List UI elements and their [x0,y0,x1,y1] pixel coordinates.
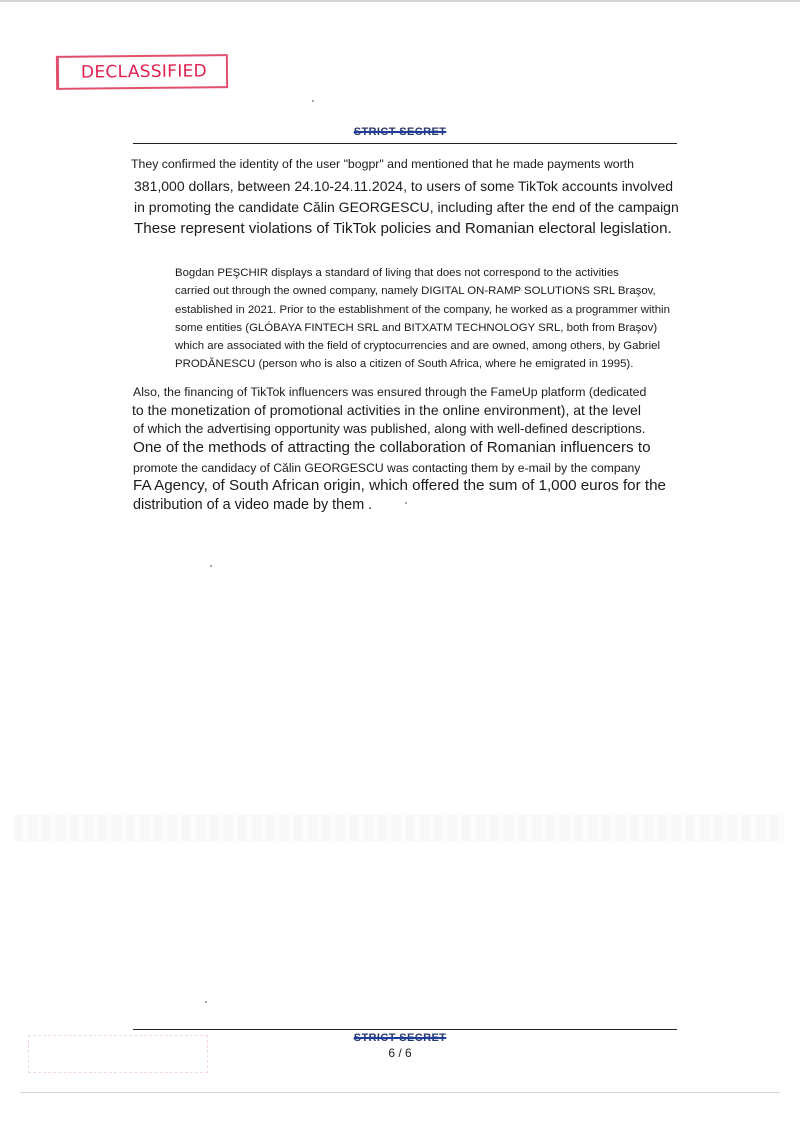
paragraph3-line: Also, the financing of TikTok influencers was ensured through the FameUp platform (dedicated [133,385,647,399]
paragraph1-line: 381,000 dollars, between 24.10-24.11.2024, to users of some TikTok accounts involved [134,178,674,194]
scan-speck [405,502,407,504]
bleed-through-band [14,815,784,841]
page-top-edge [0,0,800,2]
paragraph3-line: FA Agency, of South African origin, which offered the sum of 1,000 euros for the [133,477,667,494]
scan-speck [210,565,212,567]
paragraph1-line: They confirmed the identity of the user "bogpr" and mentioned that he made payments worth [131,157,634,171]
faded-stamp-outline [28,1035,208,1073]
paragraph3-line: of which the advertising opportunity was published, along with well-defined descriptions. [133,421,646,436]
paragraph3-line: promote the candidacy of Călin GEORGESCU was contacting them by e-mail by the company [133,461,641,475]
quote-line: PRODĂNESCU (person who is also a citizen of South Africa, where he emigrated in 1995). [175,358,634,370]
footer-rule [133,1029,677,1030]
quote-line: Bogdan PEŞCHIR displays a standard of living that does not correspond to the activities [175,267,619,279]
header-rule [133,143,677,144]
paragraph1-line: These represent violations of TikTok policies and Romanian electoral legislation. [134,220,672,237]
scan-speck [205,1001,207,1003]
footer-classification: STRICT SECRET [353,1032,447,1044]
declassified-stamp: DECLASSIFIED [56,54,228,90]
quote-line: which are associated with the field of cryptocurrencies and are owned, among others, by Gabriel [175,340,660,352]
paragraph1-line: in promoting the candidate Călin GEORGESCU, including after the end of the campaign [134,199,679,215]
page-bottom-edge [20,1092,780,1093]
header-classification: STRICT SECRET [353,126,447,138]
quote-line: established in 2021. Prior to the establishment of the company, he worked as a programmer within [175,304,670,316]
quote-line: some entities (GLÓBAYA FINTECH SRL and BITXATM TECHNOLOGY SRL, both from Braşov) [175,322,658,334]
paragraph3-line: distribution of a video made by them . [133,497,373,513]
quote-line: carried out through the owned company, namely DIGITAL ON-RAMP SOLUTIONS SRL Braşov, [175,285,656,297]
paragraph3-line: to the monetization of promotional activities in the online environment), at the level [132,402,641,418]
paragraph3-line: One of the methods of attracting the collaboration of Romanian influencers to [133,439,651,456]
scan-speck [312,100,314,102]
page-number: 6 / 6 [388,1046,412,1060]
